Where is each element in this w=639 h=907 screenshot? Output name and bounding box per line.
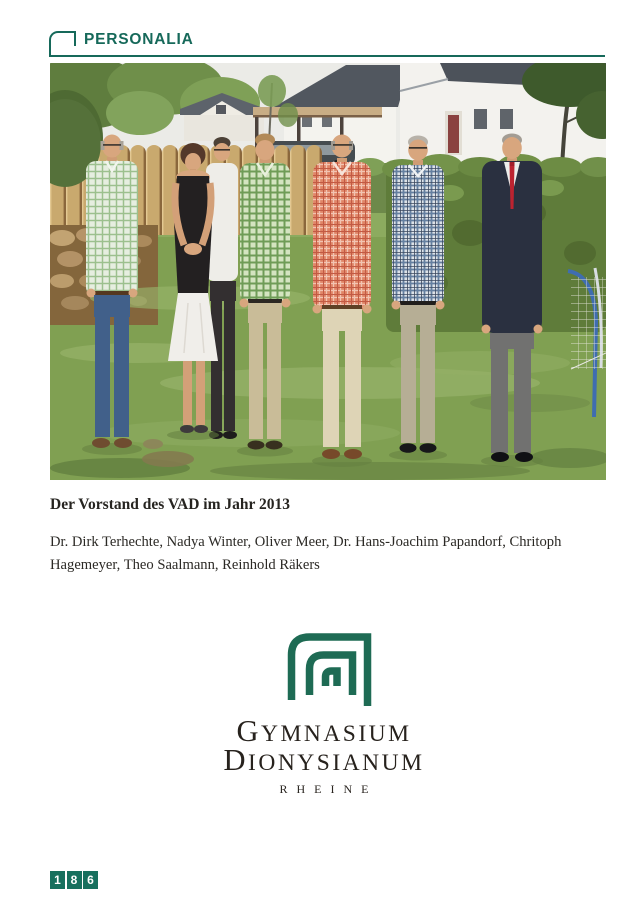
photo-caption-title: Der Vorstand des VAD im Jahr 2013	[50, 496, 291, 513]
photo-caption-names	[50, 531, 625, 576]
logo-line-dionysianum: DIONYSIANUM	[223, 743, 425, 777]
logo-line-gymnasium: GYMNASIUM	[236, 714, 412, 748]
arch-logo-icon	[282, 629, 378, 715]
page-number-digit-3: 6	[83, 871, 98, 889]
group-photo	[50, 63, 606, 480]
logo-line-rheine: RHEINE	[279, 782, 378, 796]
header-bracket-decoration	[49, 31, 76, 56]
section-title: PERSONALIA	[84, 31, 194, 48]
group-photo-illustration	[50, 63, 606, 480]
page-number-digit-2: 8	[67, 871, 82, 889]
page-number-digit-1: 1	[50, 871, 65, 889]
header-rule	[49, 55, 605, 57]
page-number	[50, 871, 98, 889]
caption-names-line-1: Dr. Dirk Terhechte, Nadya Winter, Oliver Meer, Dr. Hans-Joachim Papandorf, Chritoph	[50, 534, 562, 550]
caption-names-line-2: Hagemeyer, Theo Saalmann, Reinhold Räkers	[50, 556, 320, 573]
school-logo	[224, 629, 425, 797]
